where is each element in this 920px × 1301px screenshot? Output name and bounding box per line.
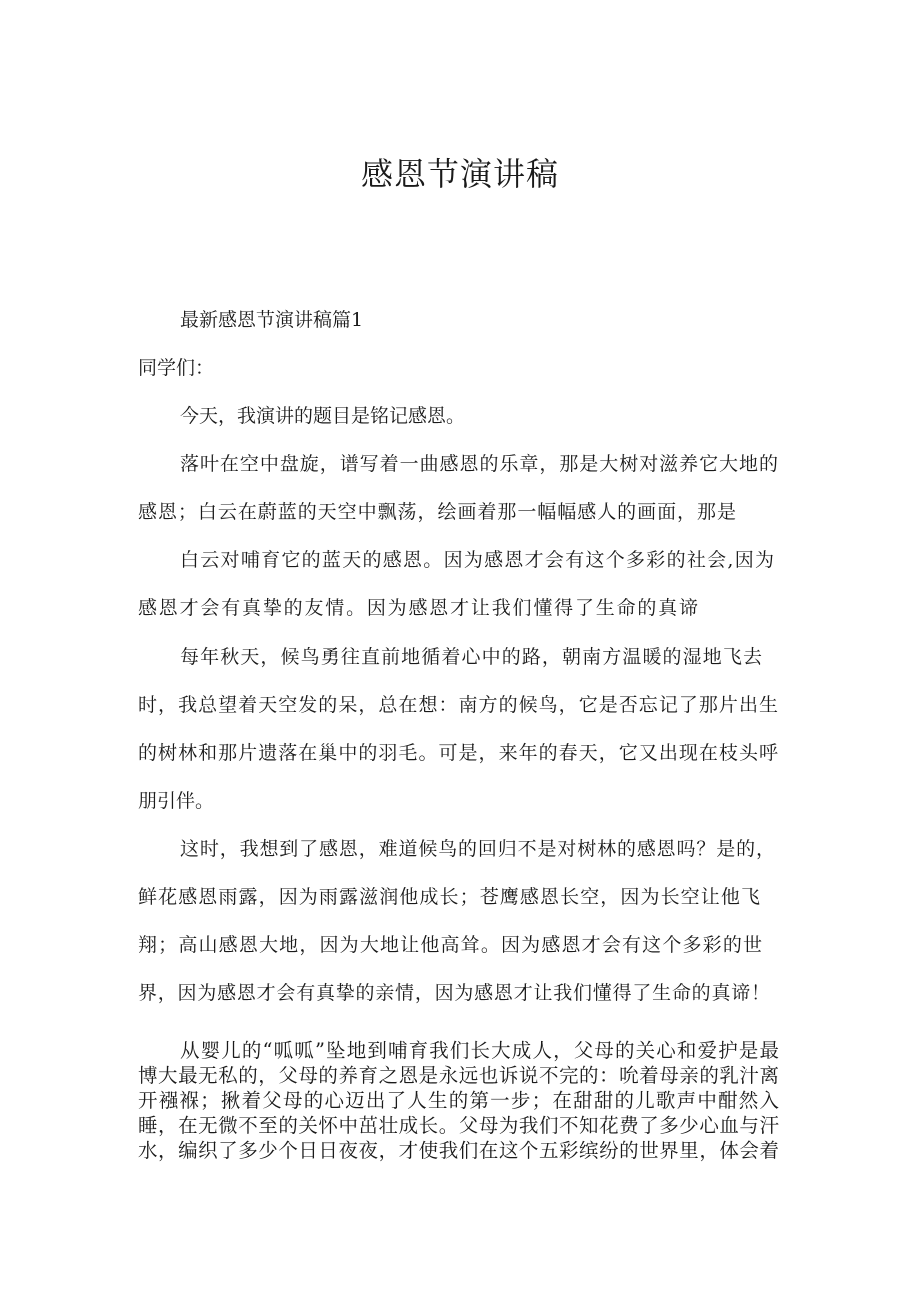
paragraph-line: 水，编织了多少个日日夜夜，才使我们在这个五彩缤纷的世界里，体会着 bbox=[138, 1139, 779, 1162]
document-title: 感恩节演讲稿 bbox=[360, 155, 559, 193]
section-heading: 最新感恩节演讲稿篇1 bbox=[180, 309, 364, 331]
paragraph-line: 这时，我想到了感恩，难道候鸟的回归不是对树林的感恩吗？是的， bbox=[180, 838, 775, 860]
paragraph-line: 感恩才会有真挚的友情。因为感恩才让我们懂得了生命的真谛 bbox=[138, 597, 698, 619]
paragraph-line: 从婴儿的“呱呱”坠地到哺育我们长大成人，父母的关心和爱护是最 bbox=[180, 1039, 779, 1062]
paragraph-line: 白云对哺育它的蓝天的感恩。因为感恩才会有这个多彩的社会,因为 bbox=[180, 549, 774, 571]
paragraph-line: 睡，在无微不至的关怀中茁壮成长。父母为我们不知花费了多少心血与汗 bbox=[138, 1114, 779, 1137]
paragraph-line: 朋引伴。 bbox=[138, 790, 215, 812]
paragraph-line: 落叶在空中盘旋，谱写着一曲感恩的乐章，那是大树对滋养它大地的 bbox=[180, 453, 778, 475]
paragraph-line: 每年秋天，候鸟勇往直前地循着心中的路，朝南方温暖的湿地飞去 bbox=[180, 646, 762, 668]
paragraph-line: 的树林和那片遗落在巢中的羽毛。可是，来年的春天，它又出现在枝头呼 bbox=[138, 742, 778, 764]
paragraph-line: 开襁褓；揪着父母的心迈出了人生的第一步；在甜甜的儿歌声中酣然入 bbox=[138, 1089, 779, 1112]
paragraph-line: 鲜花感恩雨露，因为雨露滋润他成长；苍鹰感恩长空，因为长空让他飞 bbox=[138, 886, 760, 908]
paragraph-line: 今天，我演讲的题目是铭记感恩。 bbox=[180, 405, 466, 427]
paragraph-line: 时，我总望着天空发的呆，总在想：南方的候鸟，它是否忘记了那片出生 bbox=[138, 694, 778, 716]
paragraph-line: 感恩；白云在蔚蓝的天空中飘荡，绘画着那一幅幅感人的画面，那是 bbox=[138, 501, 736, 523]
salutation: 同学们： bbox=[138, 357, 215, 379]
paragraph-line: 界，因为感恩才会有真挚的亲情，因为感恩才让我们懂得了生命的真谛！ bbox=[138, 982, 770, 1004]
paragraph-line: 翔；高山感恩大地，因为大地让他高耸。因为感恩才会有这个多彩的世 bbox=[138, 934, 762, 956]
paragraph-line: 博大最无私的，父母的养育之恩是永远也诉说不完的：吮着母亲的乳汁离 bbox=[138, 1064, 779, 1087]
